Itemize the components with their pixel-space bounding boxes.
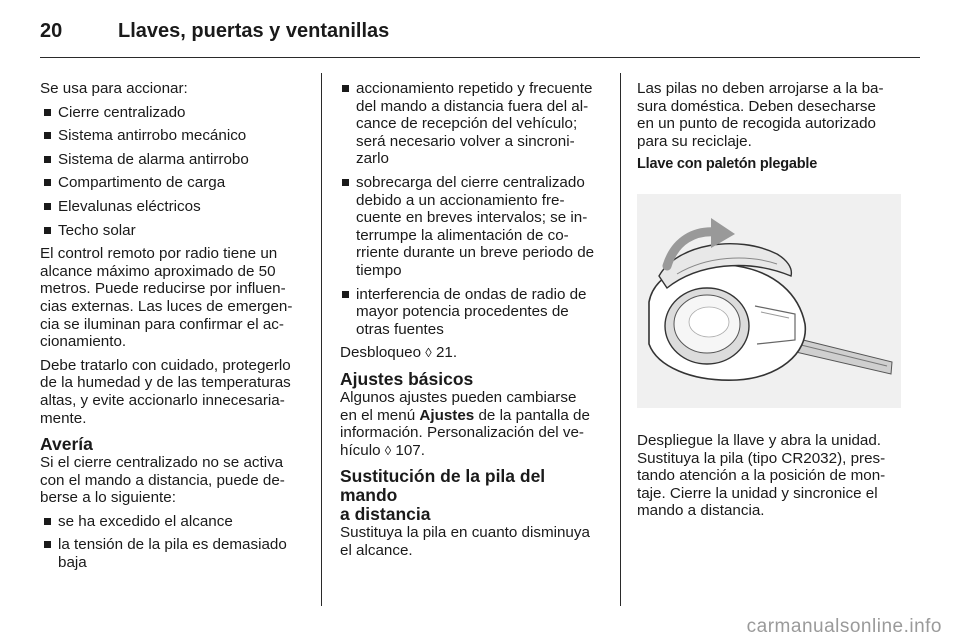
folding-key-icon	[637, 194, 901, 408]
unlock-reference[interactable]: Desbloqueo ◊ 21.	[340, 344, 458, 362]
uses-list	[40, 104, 306, 240]
averia-paragraph: Si el cierre centralizado no se activa con el mando a distancia, puede de- berse a lo siguiente:	[40, 454, 285, 507]
pila-paragraph: Sustituya la pila en cuanto disminuya el alcance.	[340, 524, 590, 559]
list-item: sobrecarga del cierre centralizado debido a un accionamiento fre- cuente en breves intervalos; se in- terrumpe la alimentación de co- rriente durante un breve periodo de tiempo	[340, 174, 606, 280]
column-1	[40, 80, 306, 578]
page-ref-icon: ◊	[425, 345, 432, 361]
range-paragraph: El control remoto por radio tiene un alcance máximo aproximado de 50 metros. Puede reducirse por influen- cias externas. Las luces de emergen- cia se iluminan para confirmar el ac- cionamiento.	[40, 245, 293, 351]
replace-instructions: Despliegue la llave y abra la unidad. Sustituya la pila (tipo CR2032), pres- tando atención a la posición de mon- taje. Cierre la unidad y sincronice el mando a distancia.	[637, 431, 886, 520]
causes-list	[40, 513, 306, 572]
heading-sustitucion-pila: Sustitución de la pila del mando a distancia	[340, 466, 546, 525]
list-item: Compartimento de carga	[42, 174, 306, 192]
page-number: 20	[40, 19, 63, 42]
list-item: accionamiento repetido y frecuente del mando a distancia fuera del al- cance de recepción del vehículo; será necesario volver a sincroni- zarlo	[340, 80, 606, 168]
list-item: Cierre centralizado	[42, 104, 306, 122]
column-3	[637, 80, 903, 526]
heading-llave-plegable: Llave con paletón plegable	[637, 156, 818, 173]
page-ref-icon: ◊	[384, 442, 392, 458]
key-battery-illustration	[637, 194, 901, 408]
ajustes-paragraph: Algunos ajustes pueden cambiarse en el menú Ajustes de la pantalla de información. Personalización del ve- hículo ◊ 107.	[340, 388, 590, 459]
list-item: Sistema de alarma antirrobo	[42, 151, 306, 169]
disposal-paragraph: Las pilas no deben arrojarse a la ba- sura doméstica. Deben desecharse en un punto de recogida autorizado para su reciclaje.	[637, 80, 884, 150]
watermark: carmanualsonline.info	[746, 616, 942, 637]
list-item: Elevalunas eléctricos	[42, 198, 306, 216]
causes-list-continued	[340, 80, 606, 338]
heading-averia: Avería	[40, 434, 93, 455]
list-item: la tensión de la pila es demasiado baja	[42, 536, 306, 571]
column-2	[340, 80, 606, 565]
header-divider	[40, 57, 920, 58]
menu-name-ajustes: Ajustes	[419, 406, 475, 424]
page-title: Llaves, puertas y ventanillas	[118, 19, 390, 42]
column-divider-2	[620, 73, 621, 606]
list-item: interferencia de ondas de radio de mayor potencia procedentes de otras fuentes	[340, 286, 606, 339]
page-header	[40, 16, 389, 46]
uses-intro: Se usa para accionar:	[40, 80, 188, 97]
care-paragraph: Debe tratarlo con cuidado, protegerlo de la humedad y de las temperaturas altas, y evite accionarlo innecesaria- mente.	[40, 356, 291, 427]
column-divider-1	[321, 73, 322, 606]
list-item: Sistema antirrobo mecánico	[42, 127, 306, 145]
list-item: Techo solar	[42, 222, 306, 240]
list-item: se ha excedido el alcance	[42, 513, 306, 531]
heading-ajustes: Ajustes básicos	[340, 368, 474, 389]
